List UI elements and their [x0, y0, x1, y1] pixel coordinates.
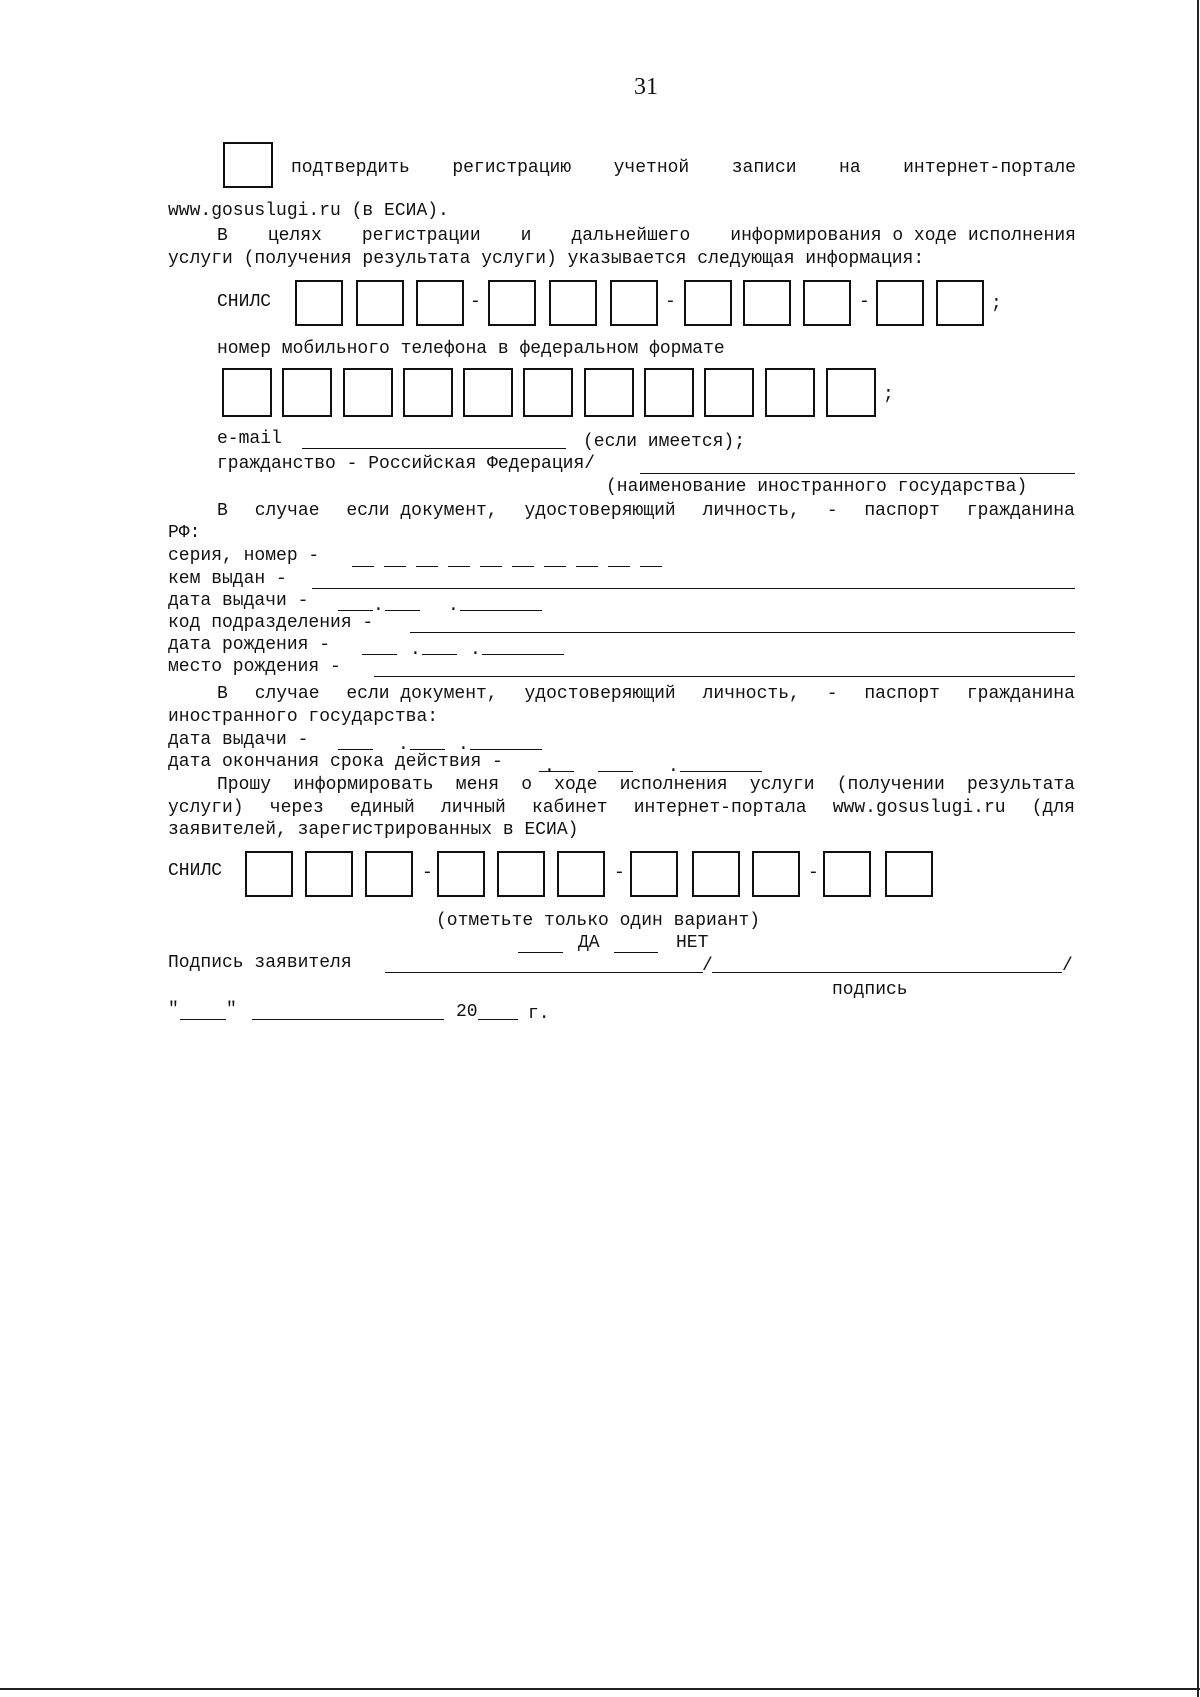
- snils-semicolon: ;: [991, 294, 1002, 314]
- snils-digit-box[interactable]: [305, 851, 353, 897]
- snils-digit-box[interactable]: [356, 280, 404, 326]
- snils-digit-box[interactable]: [885, 851, 933, 897]
- confirm-registration-text: подтвердить регистрацию учетной записи на интернет-портале: [291, 158, 1076, 178]
- date-quote-close: ": [226, 1000, 237, 1020]
- snils-digit-box[interactable]: [684, 280, 732, 326]
- snils-separator: -: [422, 863, 433, 883]
- intro-text-line1: В целях регистрации и дальнейшего информирования о ходе исполнения: [217, 226, 1076, 246]
- date-year-input[interactable]: [478, 1019, 518, 1020]
- rf-issue-date-month[interactable]: [385, 610, 420, 611]
- issued-by-input-line[interactable]: [312, 588, 1075, 589]
- signature-name-input-line[interactable]: [712, 972, 1062, 973]
- series-number-digit-slot[interactable]: [608, 566, 630, 567]
- series-number-digit-slot[interactable]: [352, 566, 374, 567]
- date-year-suffix: г.: [528, 1004, 550, 1024]
- dept-code-input-line[interactable]: [410, 632, 1075, 633]
- series-number-label: серия, номер -: [168, 546, 320, 566]
- birth-date-month[interactable]: [422, 654, 457, 655]
- snils-separator: -: [614, 863, 625, 883]
- phone-digit-box[interactable]: [765, 368, 815, 417]
- series-number-digit-slot[interactable]: [640, 566, 662, 567]
- signature-label: Подпись заявителя: [168, 953, 352, 973]
- dept-code-label: код подразделения -: [168, 613, 374, 633]
- confirm-registration-text-line2: www.gosuslugi.ru (в ЕСИА).: [168, 201, 449, 221]
- series-number-digit-slot[interactable]: [544, 566, 566, 567]
- snils-digit-box[interactable]: [743, 280, 791, 326]
- series-number-digit-slot[interactable]: [480, 566, 502, 567]
- rf-passport-intro-line1: В случае если документ, удостоверяющий личность, - паспорт гражданина: [217, 501, 1075, 521]
- date-dot: .: [544, 757, 555, 777]
- snils-label-2: СНИЛС: [168, 861, 223, 881]
- phone-digit-box[interactable]: [523, 368, 573, 417]
- snils-digit-box[interactable]: [752, 851, 800, 897]
- email-label: e-mail: [217, 429, 282, 449]
- date-month-input[interactable]: [252, 1019, 444, 1020]
- date-dot: .: [448, 596, 459, 616]
- series-number-digit-slot[interactable]: [512, 566, 534, 567]
- choice-no-label: НЕТ: [676, 933, 709, 953]
- page-edge-right: [1197, 0, 1199, 1697]
- inform-request-line2: услуги) через единый личный кабинет интернет-портала www.gosuslugi.ru (для: [168, 798, 1075, 818]
- snils-digit-box[interactable]: [557, 851, 605, 897]
- expiry-date-label: дата окончания срока действия -: [168, 752, 503, 772]
- date-dot: .: [410, 640, 421, 660]
- choice-no-mark[interactable]: [614, 952, 658, 953]
- inform-request-line3: заявителей, зарегистрированных в ЕСИА): [168, 820, 579, 840]
- foreign-passport-intro-line2: иностранного государства:: [168, 707, 439, 727]
- phone-digit-box[interactable]: [282, 368, 332, 417]
- signature-slash: /: [702, 956, 713, 976]
- rf-issue-date-year[interactable]: [460, 610, 542, 611]
- rf-issue-date-label: дата выдачи -: [168, 591, 309, 611]
- phone-digit-box[interactable]: [343, 368, 393, 417]
- date-day-input[interactable]: [180, 1019, 226, 1020]
- citizenship-input-line[interactable]: [640, 473, 1075, 474]
- foreign-issue-date-month[interactable]: [410, 749, 445, 750]
- foreign-issue-date-day[interactable]: [338, 749, 373, 750]
- snils-digit-box[interactable]: [692, 851, 740, 897]
- series-number-digit-slot[interactable]: [448, 566, 470, 567]
- email-input-line[interactable]: [302, 448, 566, 449]
- foreign-issue-date-year[interactable]: [470, 749, 542, 750]
- phone-digit-box[interactable]: [463, 368, 513, 417]
- snils-digit-box[interactable]: [803, 280, 851, 326]
- choice-yes-mark[interactable]: [518, 952, 563, 953]
- foreign-passport-intro-line1: В случае если документ, удостоверяющий личность, - паспорт гражданина: [217, 684, 1075, 704]
- snils-label: СНИЛС: [217, 292, 272, 312]
- date-dot: .: [470, 640, 481, 660]
- snils-separator: -: [470, 292, 481, 312]
- expiry-date-year[interactable]: [680, 771, 762, 772]
- snils-digit-box[interactable]: [549, 280, 597, 326]
- series-number-digit-slot[interactable]: [576, 566, 598, 567]
- snils-digit-box[interactable]: [823, 851, 871, 897]
- confirm-registration-checkbox[interactable]: [223, 142, 273, 188]
- snils-digit-box[interactable]: [610, 280, 658, 326]
- phone-digit-box[interactable]: [403, 368, 453, 417]
- series-number-digit-slot[interactable]: [384, 566, 406, 567]
- phone-label: номер мобильного телефона в федеральном формате: [217, 339, 725, 359]
- intro-text-line2: услуги (получения результата услуги) указывается следующая информация:: [168, 249, 925, 269]
- rf-passport-intro-line2: РФ:: [168, 523, 201, 543]
- snils-digit-box[interactable]: [876, 280, 924, 326]
- phone-digit-box[interactable]: [222, 368, 272, 417]
- choice-caption: (отметьте только один вариант): [436, 911, 761, 931]
- birth-place-input-line[interactable]: [374, 676, 1075, 677]
- snils-digit-box[interactable]: [488, 280, 536, 326]
- birth-date-day[interactable]: [362, 654, 397, 655]
- snils-digit-box[interactable]: [365, 851, 413, 897]
- signature-caption: подпись: [832, 980, 908, 1000]
- page-edge-bottom: [0, 1688, 1200, 1690]
- date-dot: .: [458, 735, 469, 755]
- phone-digit-box[interactable]: [584, 368, 634, 417]
- date-dot: .: [373, 596, 384, 616]
- date-dot: .: [668, 757, 679, 777]
- birth-date-label: дата рождения -: [168, 635, 331, 655]
- signature-slash: /: [1062, 956, 1073, 976]
- rf-issue-date-day[interactable]: [338, 610, 373, 611]
- choice-yes-label: ДА: [578, 933, 600, 953]
- snils-digit-box[interactable]: [245, 851, 293, 897]
- expiry-date-month[interactable]: [598, 771, 633, 772]
- email-note: (если имеется);: [583, 432, 746, 452]
- snils-separator: -: [859, 292, 870, 312]
- page-number: 31: [634, 74, 658, 100]
- snils-digit-box[interactable]: [497, 851, 545, 897]
- snils-separator: -: [665, 292, 676, 312]
- snils-digit-box[interactable]: [437, 851, 485, 897]
- series-number-digit-slot[interactable]: [416, 566, 438, 567]
- snils-separator: -: [808, 863, 819, 883]
- citizenship-caption: (наименование иностранного государства): [606, 477, 1028, 497]
- date-quote-open: ": [168, 1000, 179, 1020]
- phone-digit-box[interactable]: [826, 368, 876, 417]
- birth-date-year[interactable]: [482, 654, 564, 655]
- date-year-prefix: 20: [456, 1002, 478, 1022]
- snils-digit-box[interactable]: [416, 280, 464, 326]
- snils-digit-box[interactable]: [295, 280, 343, 326]
- snils-digit-box[interactable]: [630, 851, 678, 897]
- signature-input-line[interactable]: [385, 972, 703, 973]
- phone-digit-box[interactable]: [644, 368, 694, 417]
- date-dot: .: [398, 735, 409, 755]
- citizenship-label: гражданство - Российская Федерация/: [217, 454, 596, 474]
- phone-digit-box[interactable]: [704, 368, 754, 417]
- birth-place-label: место рождения -: [168, 657, 341, 677]
- inform-request-line1: Прошу информировать меня о ходе исполнения услуги (получении результата: [217, 775, 1075, 795]
- issued-by-label: кем выдан -: [168, 569, 287, 589]
- phone-semicolon: ;: [883, 385, 894, 405]
- snils-digit-box[interactable]: [936, 280, 984, 326]
- foreign-issue-date-label: дата выдачи -: [168, 730, 309, 750]
